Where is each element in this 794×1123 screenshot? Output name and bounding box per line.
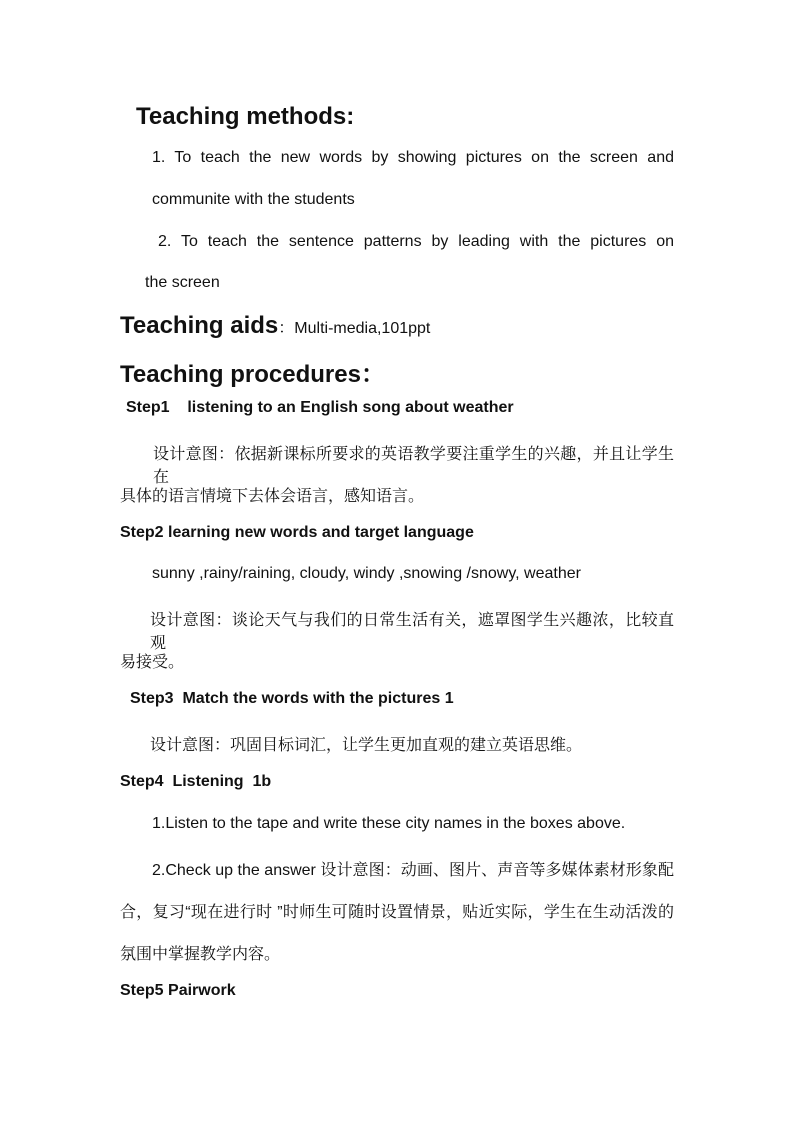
method-2-line-2: the screen	[145, 274, 220, 291]
step4-line-2: 2.Check up the answer 设计意图：动画、图片、声音等多媒体素材形象配	[152, 862, 674, 879]
teaching-aids-value: Multi-media,101ppt	[294, 320, 431, 337]
step4-title: Step4 Listening 1b	[120, 773, 272, 790]
step3-line-1: 设计意图：巩固目标词汇，让学生更加直观的建立英语思维。	[150, 737, 583, 754]
teaching-procedures-heading: Teaching procedures：	[120, 361, 385, 388]
teaching-aids-separator: ：	[278, 320, 295, 337]
step2-line-3: 易接受。	[120, 654, 185, 671]
step2-line-2: 设计意图：谈论天气与我们的日常生活有关，遮罩图学生兴趣浓，比较直观	[150, 612, 674, 652]
step4-line-4: 氛围中掌握教学内容。	[120, 946, 281, 963]
method-1-line-2: communite with the students	[152, 191, 355, 208]
teaching-methods-heading: Teaching methods:	[136, 103, 355, 130]
method-2-line-1: 2. To teach the sentence patterns by leading with the pictures on	[158, 233, 674, 250]
step5-title: Step5 Pairwork	[120, 982, 236, 999]
step3-title: Step3 Match the words with the pictures 1	[130, 690, 454, 707]
step4-line-3: 合，复习“现在进行时 ”时师生可随时设置情景，贴近实际，学生在生动活泼的	[120, 904, 674, 921]
step2-line-1: sunny ,rainy/raining, cloudy, windy ,snowing /snowy, weather	[152, 565, 581, 582]
method-1-line-1: 1. To teach the new words by showing pictures on the screen and	[152, 149, 674, 166]
step1-line-2: 具体的语言情境下去体会语言，感知语言。	[120, 488, 425, 505]
teaching-aids-heading: Teaching aids	[120, 312, 279, 339]
step2-title: Step2 learning new words and target language	[120, 524, 474, 541]
step1-title: Step1 listening to an English song about weather	[126, 399, 514, 416]
step1-line-1: 设计意图：依据新课标所要求的英语教学要注重学生的兴趣，并且让学生在	[153, 446, 674, 486]
step4-line-1: 1.Listen to the tape and write these city names in the boxes above.	[152, 815, 626, 832]
teaching-aids-line	[120, 312, 430, 340]
